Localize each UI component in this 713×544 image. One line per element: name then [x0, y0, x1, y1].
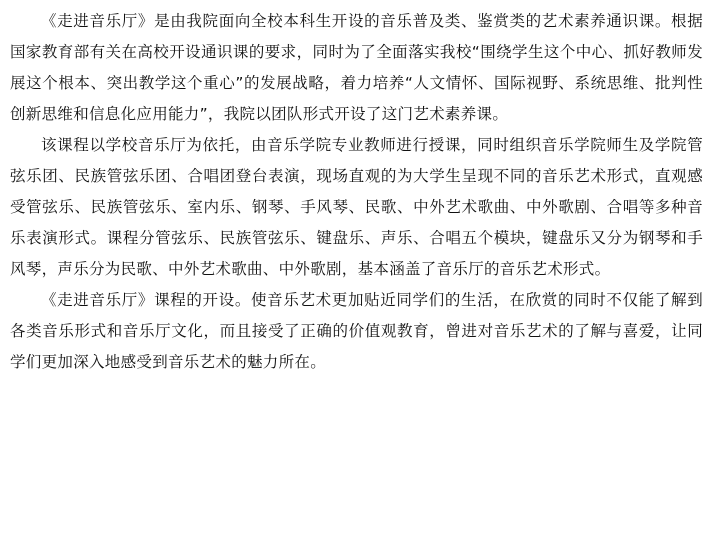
- paragraph-course-content: 该课程以学校音乐厅为依托，由音乐学院专业教师进行授课，同时组织音乐学院师生及学院管弦乐团、民族管弦乐团、合唱团登台表演，现场直观的为大学生呈现不同的音乐艺术形式，直观感受管弦乐、民族管弦乐、室内乐、钢琴、手风琴、民歌、中外艺术歌曲、中外歌剧、合唱等多种音乐表演形式。课程分管弦乐、民族管弦乐、键盘乐、声乐、合唱五个模块，键盘乐又分为钢琴和手风琴，声乐分为民歌、中外艺术歌曲、中外歌剧，基本涵盖了音乐厅的音乐艺术形式。: [10, 136, 703, 278]
- paragraph-intro: 《走进音乐厅》是由我院面向全校本科生开设的音乐普及类、鉴赏类的艺术素养通识课。根据国家教育部有关在高校开设通识课的要求，同时为了全面落实我校“围绕学生这个中心、抓好教师发展这个根本、突出教学这个重心”的发展战略，着力培养“人文情怀、国际视野、系统思维、批判性创新思维和信息化应用能力”，我院以团队形式开设了这门艺术素养课。: [10, 12, 703, 123]
- paragraph-course-effect: 《走进音乐厅》课程的开设。使音乐艺术更加贴近同学们的生活，在欣赏的同时不仅能了解到各类音乐形式和音乐厅文化，而且接受了正确的价值观教育，曾进对音乐艺术的了解与喜爱，让同学们更加深入地感受到音乐艺术的魅力所在。: [10, 291, 703, 371]
- document-body: [10, 6, 703, 378]
